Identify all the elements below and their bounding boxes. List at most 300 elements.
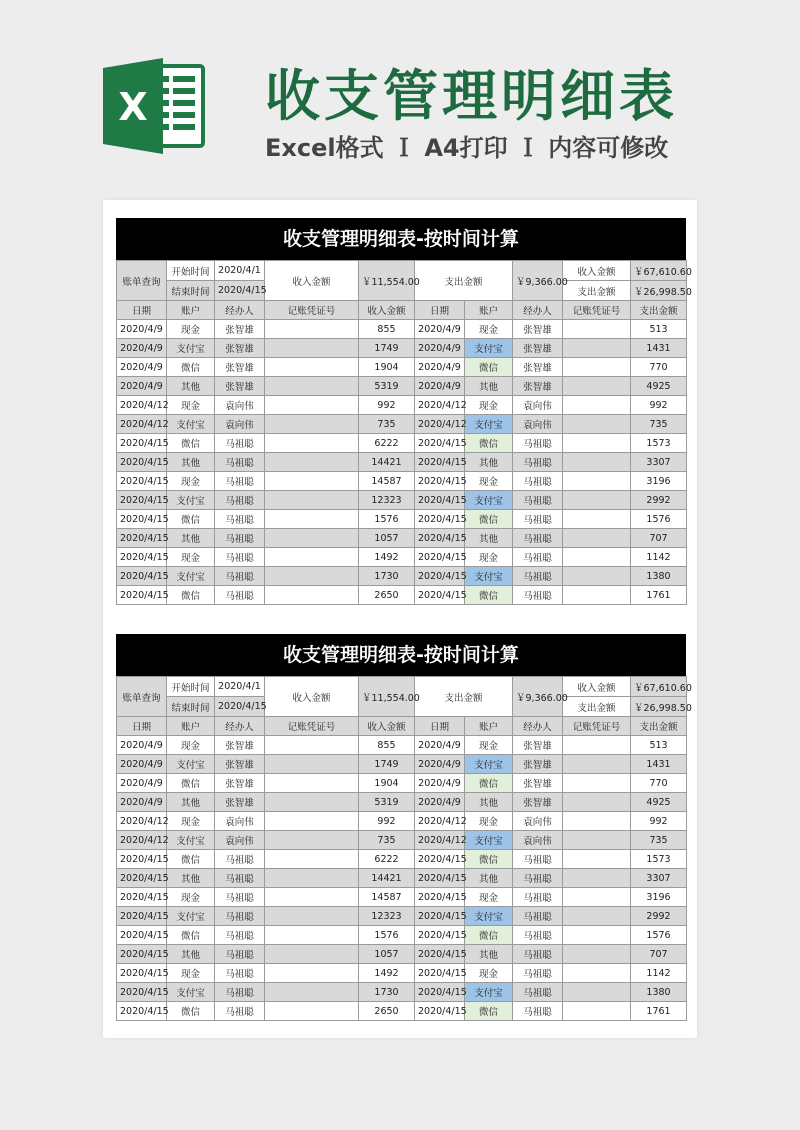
cell-voucher[interactable] (265, 907, 359, 926)
cell-handler[interactable]: 马祖聪 (215, 945, 265, 964)
cell-income[interactable]: 855 (359, 320, 415, 339)
cell-voucher[interactable] (563, 434, 631, 453)
cell-account[interactable]: 微信 (465, 926, 513, 945)
cell-handler[interactable]: 马祖聪 (513, 907, 563, 926)
cell-account[interactable]: 其他 (167, 945, 215, 964)
cell-account[interactable]: 微信 (465, 850, 513, 869)
cell-date[interactable]: 2020/4/15 (117, 926, 167, 945)
cell-account[interactable]: 微信 (167, 850, 215, 869)
cell-income[interactable]: 14587 (359, 472, 415, 491)
cell-handler[interactable]: 袁向伟 (215, 415, 265, 434)
cell-income[interactable]: 1576 (359, 926, 415, 945)
cell-handler[interactable]: 马祖聪 (215, 510, 265, 529)
cell-date[interactable]: 2020/4/15 (415, 567, 465, 586)
cell-income[interactable]: 1057 (359, 945, 415, 964)
cell-voucher[interactable] (563, 377, 631, 396)
cell-date[interactable]: 2020/4/15 (117, 434, 167, 453)
cell-voucher[interactable] (563, 358, 631, 377)
cell-date[interactable]: 2020/4/12 (117, 831, 167, 850)
cell-handler[interactable]: 马祖聪 (513, 983, 563, 1002)
cell-account[interactable]: 其他 (465, 529, 513, 548)
cell-handler[interactable]: 马祖聪 (513, 491, 563, 510)
cell-date[interactable]: 2020/4/9 (117, 358, 167, 377)
cell-account[interactable]: 微信 (465, 358, 513, 377)
cell-account[interactable]: 微信 (167, 926, 215, 945)
cell-date[interactable]: 2020/4/15 (415, 586, 465, 605)
cell-handler[interactable]: 张智雄 (513, 377, 563, 396)
cell-handler[interactable]: 马祖聪 (513, 548, 563, 567)
cell-voucher[interactable] (265, 736, 359, 755)
cell-voucher[interactable] (265, 793, 359, 812)
cell-handler[interactable]: 马祖聪 (215, 491, 265, 510)
cell-voucher[interactable] (265, 926, 359, 945)
cell-handler[interactable]: 马祖聪 (215, 888, 265, 907)
cell-date[interactable]: 2020/4/15 (117, 983, 167, 1002)
cell-account[interactable]: 现金 (465, 888, 513, 907)
cell-account[interactable]: 支付宝 (465, 567, 513, 586)
cell-voucher[interactable] (563, 831, 631, 850)
cell-account[interactable]: 微信 (465, 1002, 513, 1021)
cell-income[interactable]: 1730 (359, 567, 415, 586)
cell-date[interactable]: 2020/4/15 (415, 1002, 465, 1021)
cell-income[interactable]: 6222 (359, 850, 415, 869)
cell-handler[interactable]: 马祖聪 (513, 850, 563, 869)
cell-account[interactable]: 现金 (167, 888, 215, 907)
cell-account[interactable]: 支付宝 (465, 339, 513, 358)
cell-account[interactable]: 现金 (167, 472, 215, 491)
cell-date[interactable]: 2020/4/15 (415, 510, 465, 529)
cell-handler[interactable]: 马祖聪 (215, 586, 265, 605)
cell-handler[interactable]: 马祖聪 (215, 548, 265, 567)
cell-voucher[interactable] (265, 850, 359, 869)
cell-handler[interactable]: 马祖聪 (513, 945, 563, 964)
cell-income[interactable]: 5319 (359, 793, 415, 812)
cell-date[interactable]: 2020/4/15 (415, 548, 465, 567)
cell-income[interactable]: 1749 (359, 755, 415, 774)
cell-account[interactable]: 支付宝 (465, 907, 513, 926)
cell-account[interactable]: 现金 (465, 396, 513, 415)
cell-account[interactable]: 其他 (167, 869, 215, 888)
cell-handler[interactable]: 马祖聪 (513, 510, 563, 529)
cell-account[interactable]: 微信 (465, 586, 513, 605)
cell-handler[interactable]: 张智雄 (513, 339, 563, 358)
cell-expense[interactable]: 1380 (631, 567, 687, 586)
cell-handler[interactable]: 张智雄 (215, 377, 265, 396)
cell-date[interactable]: 2020/4/9 (415, 339, 465, 358)
cell-expense[interactable]: 1142 (631, 964, 687, 983)
cell-account[interactable]: 其他 (465, 377, 513, 396)
cell-voucher[interactable] (265, 831, 359, 850)
cell-account[interactable]: 微信 (167, 774, 215, 793)
cell-voucher[interactable] (563, 869, 631, 888)
cell-account[interactable]: 微信 (167, 586, 215, 605)
cell-handler[interactable]: 马祖聪 (513, 434, 563, 453)
cell-account[interactable]: 现金 (167, 320, 215, 339)
cell-date[interactable]: 2020/4/9 (117, 774, 167, 793)
cell-expense[interactable]: 707 (631, 945, 687, 964)
cell-account[interactable]: 微信 (465, 434, 513, 453)
cell-handler[interactable]: 张智雄 (513, 774, 563, 793)
cell-income[interactable]: 2650 (359, 586, 415, 605)
cell-date[interactable]: 2020/4/15 (415, 850, 465, 869)
cell-handler[interactable]: 袁向伟 (513, 831, 563, 850)
cell-voucher[interactable] (563, 983, 631, 1002)
cell-handler[interactable]: 马祖聪 (215, 926, 265, 945)
cell-expense[interactable]: 513 (631, 320, 687, 339)
cell-handler[interactable]: 马祖聪 (513, 869, 563, 888)
cell-account[interactable]: 支付宝 (465, 831, 513, 850)
cell-account[interactable]: 其他 (465, 945, 513, 964)
cell-date[interactable]: 2020/4/15 (117, 453, 167, 472)
cell-handler[interactable]: 马祖聪 (513, 529, 563, 548)
cell-voucher[interactable] (563, 888, 631, 907)
cell-income[interactable]: 735 (359, 831, 415, 850)
cell-voucher[interactable] (265, 415, 359, 434)
cell-account[interactable]: 现金 (465, 320, 513, 339)
cell-expense[interactable]: 4925 (631, 793, 687, 812)
cell-date[interactable]: 2020/4/9 (415, 736, 465, 755)
cell-account[interactable]: 现金 (167, 548, 215, 567)
cell-voucher[interactable] (563, 491, 631, 510)
cell-expense[interactable]: 992 (631, 396, 687, 415)
cell-handler[interactable]: 袁向伟 (513, 415, 563, 434)
cell-voucher[interactable] (265, 567, 359, 586)
cell-date[interactable]: 2020/4/15 (117, 1002, 167, 1021)
cell-expense[interactable]: 992 (631, 812, 687, 831)
cell-voucher[interactable] (563, 774, 631, 793)
cell-expense[interactable]: 2992 (631, 491, 687, 510)
cell-expense[interactable]: 3196 (631, 472, 687, 491)
cell-income[interactable]: 1576 (359, 510, 415, 529)
cell-income[interactable]: 14421 (359, 869, 415, 888)
cell-account[interactable]: 微信 (167, 510, 215, 529)
cell-handler[interactable]: 袁向伟 (215, 396, 265, 415)
cell-handler[interactable]: 袁向伟 (215, 831, 265, 850)
cell-account[interactable]: 其他 (167, 793, 215, 812)
cell-voucher[interactable] (265, 339, 359, 358)
cell-expense[interactable]: 1573 (631, 434, 687, 453)
cell-voucher[interactable] (563, 567, 631, 586)
cell-date[interactable]: 2020/4/12 (117, 396, 167, 415)
cell-handler[interactable]: 马祖聪 (215, 1002, 265, 1021)
cell-voucher[interactable] (563, 964, 631, 983)
cell-handler[interactable]: 马祖聪 (215, 869, 265, 888)
cell-account[interactable]: 现金 (465, 964, 513, 983)
cell-income[interactable]: 1057 (359, 529, 415, 548)
cell-date[interactable]: 2020/4/15 (415, 472, 465, 491)
cell-handler[interactable]: 张智雄 (513, 755, 563, 774)
cell-account[interactable]: 支付宝 (167, 415, 215, 434)
cell-income[interactable]: 2650 (359, 1002, 415, 1021)
cell-date[interactable]: 2020/4/15 (415, 926, 465, 945)
cell-expense[interactable]: 1576 (631, 926, 687, 945)
cell-income[interactable]: 1492 (359, 548, 415, 567)
cell-voucher[interactable] (563, 548, 631, 567)
cell-income[interactable]: 12323 (359, 491, 415, 510)
cell-income[interactable]: 1904 (359, 358, 415, 377)
cell-income[interactable]: 992 (359, 812, 415, 831)
cell-voucher[interactable] (563, 586, 631, 605)
cell-date[interactable]: 2020/4/9 (117, 793, 167, 812)
cell-voucher[interactable] (563, 736, 631, 755)
cell-voucher[interactable] (563, 812, 631, 831)
cell-handler[interactable]: 马祖聪 (513, 586, 563, 605)
cell-voucher[interactable] (563, 1002, 631, 1021)
end-date-cell[interactable]: 2020/4/15 (215, 281, 265, 301)
cell-handler[interactable]: 张智雄 (513, 320, 563, 339)
start-date-cell[interactable]: 2020/4/1 (215, 677, 265, 697)
cell-date[interactable]: 2020/4/15 (117, 491, 167, 510)
cell-date[interactable]: 2020/4/9 (117, 377, 167, 396)
cell-handler[interactable]: 袁向伟 (513, 396, 563, 415)
cell-handler[interactable]: 袁向伟 (513, 812, 563, 831)
cell-voucher[interactable] (265, 320, 359, 339)
cell-income[interactable]: 1749 (359, 339, 415, 358)
cell-date[interactable]: 2020/4/9 (415, 755, 465, 774)
cell-handler[interactable]: 马祖聪 (215, 453, 265, 472)
cell-voucher[interactable] (563, 510, 631, 529)
cell-date[interactable]: 2020/4/12 (415, 415, 465, 434)
cell-handler[interactable]: 马祖聪 (215, 529, 265, 548)
cell-income[interactable]: 735 (359, 415, 415, 434)
cell-voucher[interactable] (563, 339, 631, 358)
cell-handler[interactable]: 张智雄 (215, 339, 265, 358)
cell-handler[interactable]: 张智雄 (215, 358, 265, 377)
cell-date[interactable]: 2020/4/15 (415, 491, 465, 510)
end-date-cell[interactable]: 2020/4/15 (215, 697, 265, 717)
cell-income[interactable]: 12323 (359, 907, 415, 926)
cell-date[interactable]: 2020/4/15 (117, 850, 167, 869)
cell-handler[interactable]: 张智雄 (215, 774, 265, 793)
cell-expense[interactable]: 707 (631, 529, 687, 548)
cell-expense[interactable]: 735 (631, 415, 687, 434)
cell-date[interactable]: 2020/4/15 (117, 529, 167, 548)
cell-expense[interactable]: 1761 (631, 586, 687, 605)
cell-date[interactable]: 2020/4/9 (415, 377, 465, 396)
cell-voucher[interactable] (265, 529, 359, 548)
cell-date[interactable]: 2020/4/9 (117, 320, 167, 339)
cell-voucher[interactable] (563, 755, 631, 774)
cell-voucher[interactable] (265, 869, 359, 888)
cell-date[interactable]: 2020/4/15 (415, 907, 465, 926)
cell-expense[interactable]: 2992 (631, 907, 687, 926)
cell-voucher[interactable] (265, 964, 359, 983)
cell-date[interactable]: 2020/4/15 (415, 888, 465, 907)
cell-account[interactable]: 支付宝 (465, 755, 513, 774)
cell-account[interactable]: 现金 (167, 964, 215, 983)
cell-handler[interactable]: 马祖聪 (215, 567, 265, 586)
cell-voucher[interactable] (265, 358, 359, 377)
cell-account[interactable]: 微信 (167, 434, 215, 453)
cell-account[interactable]: 现金 (465, 812, 513, 831)
start-date-cell[interactable]: 2020/4/1 (215, 261, 265, 281)
cell-handler[interactable]: 马祖聪 (215, 983, 265, 1002)
cell-expense[interactable]: 735 (631, 831, 687, 850)
cell-account[interactable]: 支付宝 (167, 983, 215, 1002)
cell-expense[interactable]: 770 (631, 774, 687, 793)
cell-voucher[interactable] (265, 586, 359, 605)
cell-handler[interactable]: 马祖聪 (513, 1002, 563, 1021)
cell-date[interactable]: 2020/4/15 (117, 888, 167, 907)
cell-date[interactable]: 2020/4/15 (117, 945, 167, 964)
cell-account[interactable]: 其他 (167, 377, 215, 396)
cell-income[interactable]: 1904 (359, 774, 415, 793)
cell-account[interactable]: 支付宝 (167, 831, 215, 850)
cell-voucher[interactable] (265, 434, 359, 453)
cell-account[interactable]: 支付宝 (167, 567, 215, 586)
cell-date[interactable]: 2020/4/12 (117, 415, 167, 434)
cell-date[interactable]: 2020/4/15 (117, 907, 167, 926)
cell-handler[interactable]: 马祖聪 (513, 453, 563, 472)
cell-account[interactable]: 现金 (167, 736, 215, 755)
cell-voucher[interactable] (563, 415, 631, 434)
cell-voucher[interactable] (563, 472, 631, 491)
cell-expense[interactable]: 1431 (631, 755, 687, 774)
cell-date[interactable]: 2020/4/9 (415, 320, 465, 339)
cell-account[interactable]: 支付宝 (465, 415, 513, 434)
cell-voucher[interactable] (563, 850, 631, 869)
cell-voucher[interactable] (265, 396, 359, 415)
cell-date[interactable]: 2020/4/12 (415, 831, 465, 850)
cell-handler[interactable]: 马祖聪 (215, 964, 265, 983)
cell-expense[interactable]: 1761 (631, 1002, 687, 1021)
cell-account[interactable]: 微信 (167, 358, 215, 377)
cell-handler[interactable]: 袁向伟 (215, 812, 265, 831)
cell-account[interactable]: 支付宝 (167, 755, 215, 774)
cell-income[interactable]: 992 (359, 396, 415, 415)
cell-expense[interactable]: 1380 (631, 983, 687, 1002)
cell-voucher[interactable] (265, 491, 359, 510)
cell-account[interactable]: 支付宝 (167, 339, 215, 358)
cell-date[interactable]: 2020/4/9 (117, 339, 167, 358)
cell-handler[interactable]: 张智雄 (215, 793, 265, 812)
cell-handler[interactable]: 马祖聪 (215, 472, 265, 491)
cell-date[interactable]: 2020/4/15 (415, 529, 465, 548)
cell-account[interactable]: 现金 (167, 396, 215, 415)
cell-income[interactable]: 14421 (359, 453, 415, 472)
cell-voucher[interactable] (563, 396, 631, 415)
cell-expense[interactable]: 3307 (631, 869, 687, 888)
cell-date[interactable]: 2020/4/9 (117, 736, 167, 755)
cell-handler[interactable]: 马祖聪 (513, 926, 563, 945)
cell-handler[interactable]: 张智雄 (513, 793, 563, 812)
cell-voucher[interactable] (563, 926, 631, 945)
cell-date[interactable]: 2020/4/15 (415, 869, 465, 888)
cell-date[interactable]: 2020/4/12 (415, 396, 465, 415)
cell-expense[interactable]: 513 (631, 736, 687, 755)
cell-date[interactable]: 2020/4/15 (415, 945, 465, 964)
cell-voucher[interactable] (563, 320, 631, 339)
cell-handler[interactable]: 张智雄 (215, 320, 265, 339)
cell-expense[interactable]: 770 (631, 358, 687, 377)
cell-voucher[interactable] (265, 812, 359, 831)
cell-account[interactable]: 微信 (465, 774, 513, 793)
cell-voucher[interactable] (563, 793, 631, 812)
cell-account[interactable]: 支付宝 (167, 491, 215, 510)
cell-handler[interactable]: 张智雄 (513, 358, 563, 377)
cell-date[interactable]: 2020/4/9 (117, 755, 167, 774)
cell-date[interactable]: 2020/4/12 (117, 812, 167, 831)
cell-date[interactable]: 2020/4/15 (415, 964, 465, 983)
cell-handler[interactable]: 马祖聪 (513, 567, 563, 586)
cell-date[interactable]: 2020/4/12 (415, 812, 465, 831)
cell-handler[interactable]: 马祖聪 (513, 964, 563, 983)
cell-income[interactable]: 14587 (359, 888, 415, 907)
cell-account[interactable]: 支付宝 (167, 907, 215, 926)
cell-date[interactable]: 2020/4/15 (117, 510, 167, 529)
cell-expense[interactable]: 4925 (631, 377, 687, 396)
cell-handler[interactable]: 马祖聪 (513, 472, 563, 491)
cell-voucher[interactable] (265, 453, 359, 472)
cell-expense[interactable]: 1573 (631, 850, 687, 869)
cell-account[interactable]: 其他 (465, 869, 513, 888)
cell-handler[interactable]: 马祖聪 (215, 434, 265, 453)
cell-voucher[interactable] (563, 529, 631, 548)
cell-account[interactable]: 微信 (167, 1002, 215, 1021)
cell-account[interactable]: 现金 (167, 812, 215, 831)
cell-handler[interactable]: 张智雄 (513, 736, 563, 755)
cell-date[interactable]: 2020/4/15 (415, 453, 465, 472)
cell-date[interactable]: 2020/4/15 (117, 472, 167, 491)
cell-account[interactable]: 支付宝 (465, 491, 513, 510)
cell-income[interactable]: 6222 (359, 434, 415, 453)
cell-voucher[interactable] (265, 774, 359, 793)
cell-date[interactable]: 2020/4/15 (415, 434, 465, 453)
cell-account[interactable]: 微信 (465, 510, 513, 529)
cell-date[interactable]: 2020/4/15 (117, 869, 167, 888)
cell-date[interactable]: 2020/4/15 (117, 586, 167, 605)
cell-voucher[interactable] (265, 472, 359, 491)
cell-income[interactable]: 1492 (359, 964, 415, 983)
cell-handler[interactable]: 马祖聪 (215, 850, 265, 869)
cell-voucher[interactable] (265, 945, 359, 964)
cell-handler[interactable]: 马祖聪 (513, 888, 563, 907)
cell-date[interactable]: 2020/4/15 (415, 983, 465, 1002)
cell-voucher[interactable] (265, 1002, 359, 1021)
cell-account[interactable]: 其他 (167, 529, 215, 548)
cell-income[interactable]: 855 (359, 736, 415, 755)
cell-voucher[interactable] (265, 510, 359, 529)
cell-account[interactable]: 支付宝 (465, 983, 513, 1002)
cell-handler[interactable]: 张智雄 (215, 755, 265, 774)
cell-expense[interactable]: 3196 (631, 888, 687, 907)
cell-expense[interactable]: 1142 (631, 548, 687, 567)
cell-voucher[interactable] (265, 888, 359, 907)
cell-account[interactable]: 现金 (465, 736, 513, 755)
cell-handler[interactable]: 张智雄 (215, 736, 265, 755)
cell-account[interactable]: 其他 (465, 793, 513, 812)
cell-voucher[interactable] (563, 945, 631, 964)
cell-voucher[interactable] (265, 377, 359, 396)
cell-voucher[interactable] (265, 983, 359, 1002)
cell-voucher[interactable] (563, 453, 631, 472)
cell-date[interactable]: 2020/4/9 (415, 793, 465, 812)
cell-date[interactable]: 2020/4/15 (117, 964, 167, 983)
cell-voucher[interactable] (563, 907, 631, 926)
cell-date[interactable]: 2020/4/9 (415, 358, 465, 377)
cell-income[interactable]: 5319 (359, 377, 415, 396)
cell-voucher[interactable] (265, 548, 359, 567)
cell-expense[interactable]: 1431 (631, 339, 687, 358)
cell-handler[interactable]: 马祖聪 (215, 907, 265, 926)
cell-account[interactable]: 现金 (465, 548, 513, 567)
cell-voucher[interactable] (265, 755, 359, 774)
cell-date[interactable]: 2020/4/15 (117, 548, 167, 567)
cell-date[interactable]: 2020/4/9 (415, 774, 465, 793)
cell-income[interactable]: 1730 (359, 983, 415, 1002)
cell-expense[interactable]: 1576 (631, 510, 687, 529)
cell-expense[interactable]: 3307 (631, 453, 687, 472)
